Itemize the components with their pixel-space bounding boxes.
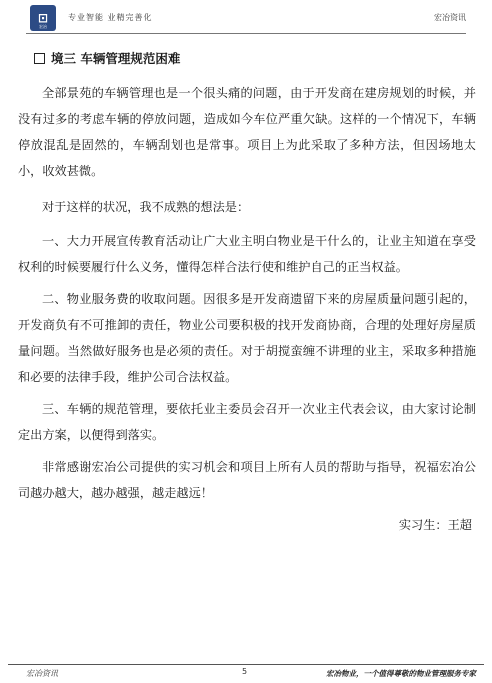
page-number: 5 bbox=[242, 667, 248, 676]
paragraph: 二、物业服务费的收取问题。因很多是开发商遗留下来的房屋质量问题引起的，开发商负有不可推卸的责任，物业公司要积极的找开发商协商，合理的处理好房屋质量问题。当然做好服务也是必须的责任。对于胡搅蛮缠不讲理的业主，采取多种措施和必要的法律手段，维护公司合法权益。 bbox=[18, 292, 476, 384]
section-title-text: 境三 车辆管理规范困难 bbox=[51, 51, 181, 66]
footer-divider bbox=[8, 664, 484, 665]
footer-brand: 宏冶资讯 bbox=[26, 669, 58, 678]
section-title bbox=[34, 48, 476, 68]
header-slogan: 专业智能 业精完善化 bbox=[68, 13, 153, 22]
header-divider bbox=[26, 33, 466, 34]
paragraph: 一、大力开展宣传教育活动让广大业主明白物业是干什么的，让业主知道在享受权利的时候要履行什么义务，懂得怎样合法行使和维护自己的正当权益。 bbox=[18, 234, 476, 274]
footer-slogan: 宏冶物业，一个值得尊敬的物业管理服务专家 bbox=[326, 669, 476, 678]
checkbox-square-icon bbox=[34, 53, 45, 64]
paragraph: 全部景苑的车辆管理也是一个很头痛的问题，由于开发商在建房规划的时候，并没有过多的考虑车辆的停放问题，造成如今车位严重欠缺。这样的一个情况下，车辆停放混乱是固然的，车辆刮划也是常事。项目上为此采取了多种方法，但因场地太小，收效甚微。 bbox=[18, 86, 476, 178]
paragraph: 对于这样的状况，我不成熟的想法是： bbox=[42, 200, 250, 214]
logo-mark: ⊡ bbox=[37, 11, 49, 25]
document-body bbox=[18, 40, 476, 538]
paragraph: 三、车辆的规范管理，要依托业主委员会召开一次业主代表会议，由大家讨论制定出方案，以便得到落实。 bbox=[18, 402, 476, 442]
signature: 实习生：王超 bbox=[398, 518, 472, 532]
page-header bbox=[0, 0, 492, 40]
logo-text: 宏冶 bbox=[39, 24, 47, 29]
header-brand: 宏冶资讯 bbox=[434, 13, 466, 22]
paragraph: 非常感谢宏冶公司提供的实习机会和项目上所有人员的帮助与指导，祝福宏冶公司越办越大，越办越强，越走越远！ bbox=[18, 460, 476, 500]
